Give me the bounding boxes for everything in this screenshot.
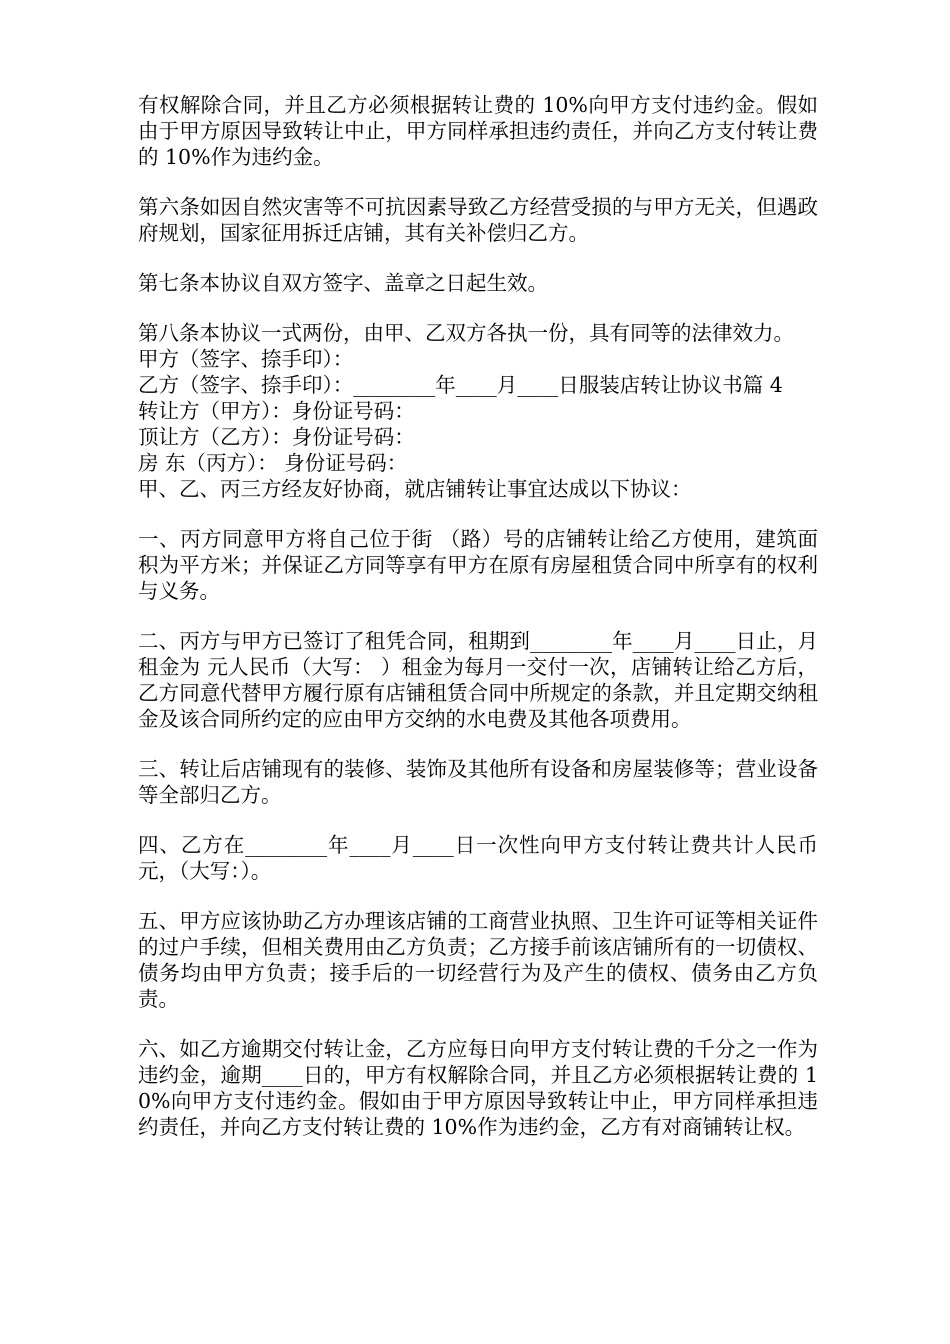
- agreement-intro: 甲、乙、丙三方经友好协商，就店铺转让事宜达成以下协议：: [138, 477, 692, 501]
- article-8: 第八条本协议一式两份，由甲、乙双方各执一份，具有同等的法律效力。: [138, 321, 794, 345]
- clause-3: 三、转让后店铺现有的装修、装饰及其他所有设备和房屋装修等；营业设备等全部归乙方。: [138, 757, 818, 807]
- paragraph-1: 有权解除合同，并且乙方必须根据转让费的 10%向甲方支付违约金。假如由于甲方原因导致转让中止，甲方同样承担违约责任，并向乙方支付转让费的 10%作为违约金。: [138, 93, 818, 169]
- article-6: 第六条如因自然灾害等不可抗因素导致乙方经营受损的与甲方无关，但遇政府规划，国家征用拆迁店铺，其有关补偿归乙方。: [138, 195, 818, 245]
- clause-6: 六、如乙方逾期交付转让金，乙方应每日向甲方支付转让费的千分之一作为违约金，逾期____日的，甲方有权解除合同，并且乙方必须根据转让费的 10%向甲方支付违约金。假如由于甲方原因导致转让中止，甲方同样承担违约责任，并向乙方支付转让费的 10%作为违约金，乙方有对商铺转让权。: [138, 1037, 818, 1139]
- clause-1: 一、丙方同意甲方将自己位于街 （路）号的店铺转让给乙方使用，建筑面积为平方米；并保证乙方同等享有甲方在原有房屋租赁合同中所享有的权利与义务。: [138, 527, 818, 603]
- transferee-id-line: 顶让方（乙方）：身份证号码：: [138, 425, 415, 449]
- party-a-signature-line: 甲方（签字、捺手印）：: [138, 347, 354, 371]
- landlord-id-line: 房 东（丙方）： 身份证号码：: [138, 451, 408, 475]
- clause-5: 五、甲方应该协助乙方办理该店铺的工商营业执照、卫生许可证等相关证件的过户手续，但相关费用由乙方负责；乙方接手前该店铺所有的一切债权、债务均由甲方负责；接手后的一切经营行为及产生的债权、债务由乙方负责。: [138, 909, 818, 1011]
- clause-2: 二、丙方与甲方已签订了租凭合同，租期到________年____月____日止，月租金为 元人民币（大写： ）租金为每月一交付一次，店铺转让给乙方后，乙方同意代替甲方履行原有店铺租赁合同中所规定的条款，并且定期交纳租金及该合同所约定的应由甲方交纳的水电费及其他各项费用。: [138, 629, 818, 731]
- document-body: [138, 92, 818, 1140]
- clause-4: 四、乙方在________年____月____日一次性向甲方支付转让费共计人民币元，（大写：）。: [138, 833, 818, 883]
- party-b-signature-line: 乙方（签字、捺手印）：________年____月____日服装店转让协议书篇 4: [138, 373, 783, 397]
- article-7: 第七条本协议自双方签字、盖章之日起生效。: [138, 271, 548, 295]
- transferor-id-line: 转让方（甲方）：身份证号码：: [138, 399, 415, 423]
